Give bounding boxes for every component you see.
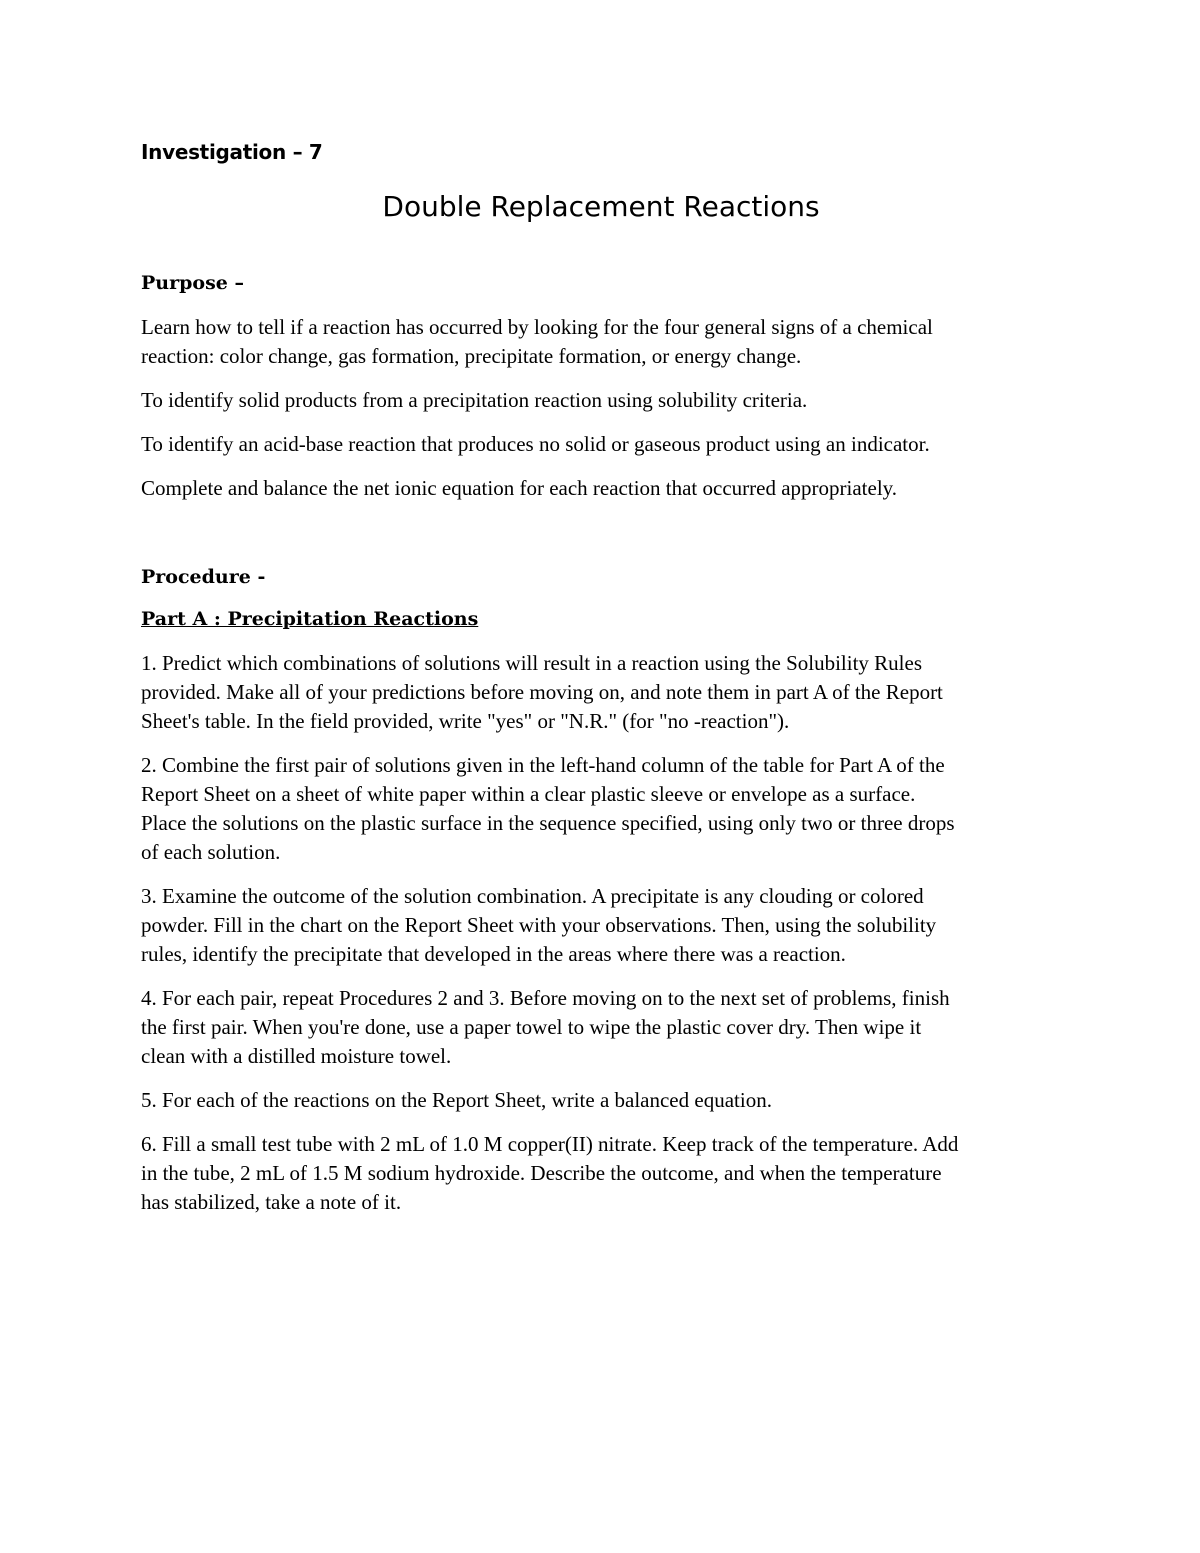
purpose-paragraph-3: To identify an acid-base reaction that produces no solid or gaseous product using an indicator. (141, 432, 930, 456)
purpose-paragraph-2: To identify solid products from a precipitation reaction using solubility criteria. (141, 388, 808, 412)
procedure-step-2: 2. Combine the first pair of solutions given in the left-hand column of the table for Part A of the Report Sheet on a sheet of white paper within a clear plastic sleeve or envelope as a surface. Place the solutions on the plastic surface in the sequence specified, using only two or three drops of each solution. (141, 753, 955, 864)
part-a-heading: Part A : Precipitation Reactions (141, 608, 479, 630)
procedure-step-4: 4. For each pair, repeat Procedures 2 and 3. Before moving on to the next set of problems, finish the first pair. When you're done, use a paper towel to wipe the plastic cover dry. Then wipe it clean with a distilled moisture towel. (141, 986, 950, 1068)
procedure-step-3: 3. Examine the outcome of the solution combination. A precipitate is any clouding or colored powder. Fill in the chart on the Report Sheet with your observations. Then, using the solubility rules, identify the precipitate that developed in the areas where there was a reaction. (141, 884, 937, 966)
investigation-label: Investigation – 7 (141, 140, 323, 164)
purpose-heading: Purpose – (141, 272, 244, 294)
procedure-step-6: 6. Fill a small test tube with 2 mL of 1.0 M copper(II) nitrate. Keep track of the temperature. Add in the tube, 2 mL of 1.5 M sodium hydroxide. Describe the outcome, and when the temperature has stabilized, take a note of it. (141, 1132, 959, 1214)
procedure-step-5: 5. For each of the reactions on the Report Sheet, write a balanced equation. (141, 1088, 772, 1112)
procedure-heading: Procedure - (141, 566, 266, 588)
purpose-paragraph-1: Learn how to tell if a reaction has occurred by looking for the four general signs of a chemical reaction: color change, gas formation, precipitate formation, or energy change. (141, 315, 933, 368)
document-page (141, 138, 1061, 1217)
document-title: Double Replacement Reactions (382, 190, 820, 223)
procedure-step-1: 1. Predict which combinations of solutions will result in a reaction using the Solubility Rules provided. Make all of your predictions before moving on, and note them in part A of the Report Sheet's table. In the field provided, write "yes" or "N.R." (for "no -reaction"). (141, 651, 943, 733)
purpose-paragraph-4: Complete and balance the net ionic equation for each reaction that occurred appropriately. (141, 476, 898, 500)
